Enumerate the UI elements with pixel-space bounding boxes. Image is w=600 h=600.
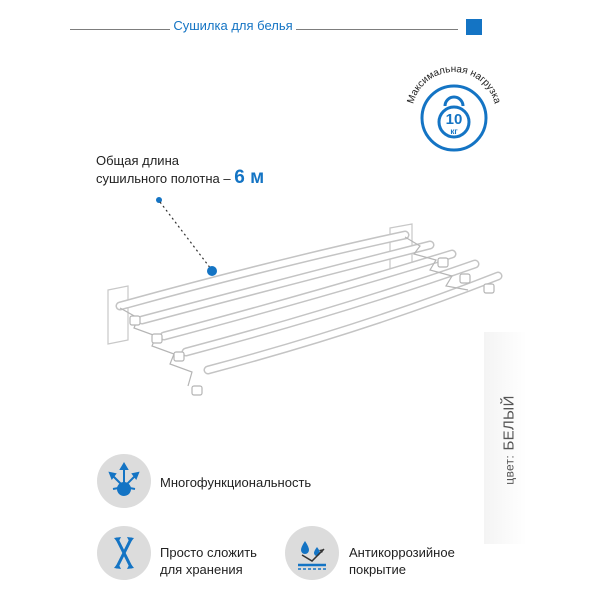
feature-fold-icon-bg [97, 526, 151, 580]
feature-multifunction-label: Многофункциональность [160, 475, 312, 490]
feature-anticorrosion-line1: Антикоррозийное [349, 545, 455, 560]
header-line-right [296, 29, 458, 30]
badge-weight: 10 [445, 111, 463, 128]
badge-unit: кг [450, 127, 458, 136]
drying-rack-illustration [100, 190, 540, 420]
fold-icon [104, 533, 144, 573]
color-info [501, 395, 518, 484]
badge-arc-text: Максимальная нагрузка [405, 63, 503, 106]
feature-anticorrosion-line2: покрытие [349, 562, 406, 577]
anticorrosion-drops-icon [292, 533, 332, 573]
header-accent-square [466, 19, 482, 35]
color-label: цвет: [502, 455, 517, 485]
feature-anticorrosion-icon-bg [285, 526, 339, 580]
callout-dash: – [223, 171, 231, 186]
length-callout [96, 152, 264, 187]
callout-line2: сушильного полотна [96, 171, 220, 186]
callout-value: 6 м [234, 167, 265, 188]
color-value: БЕЛЫЙ [500, 395, 518, 451]
feature-multifunction-icon-bg [97, 454, 151, 508]
header-line-left [70, 29, 170, 30]
multidirection-arrows-icon [104, 461, 144, 501]
feature-anticorrosion-label [349, 544, 455, 578]
feature-fold-line2: для хранения [160, 562, 243, 577]
max-load-badge [398, 58, 510, 170]
callout-line1: Общая длина [96, 153, 179, 168]
feature-fold-label [160, 544, 257, 578]
feature-fold-line1: Просто сложить [160, 545, 257, 560]
page-title: Сушилка для белья [173, 18, 293, 33]
